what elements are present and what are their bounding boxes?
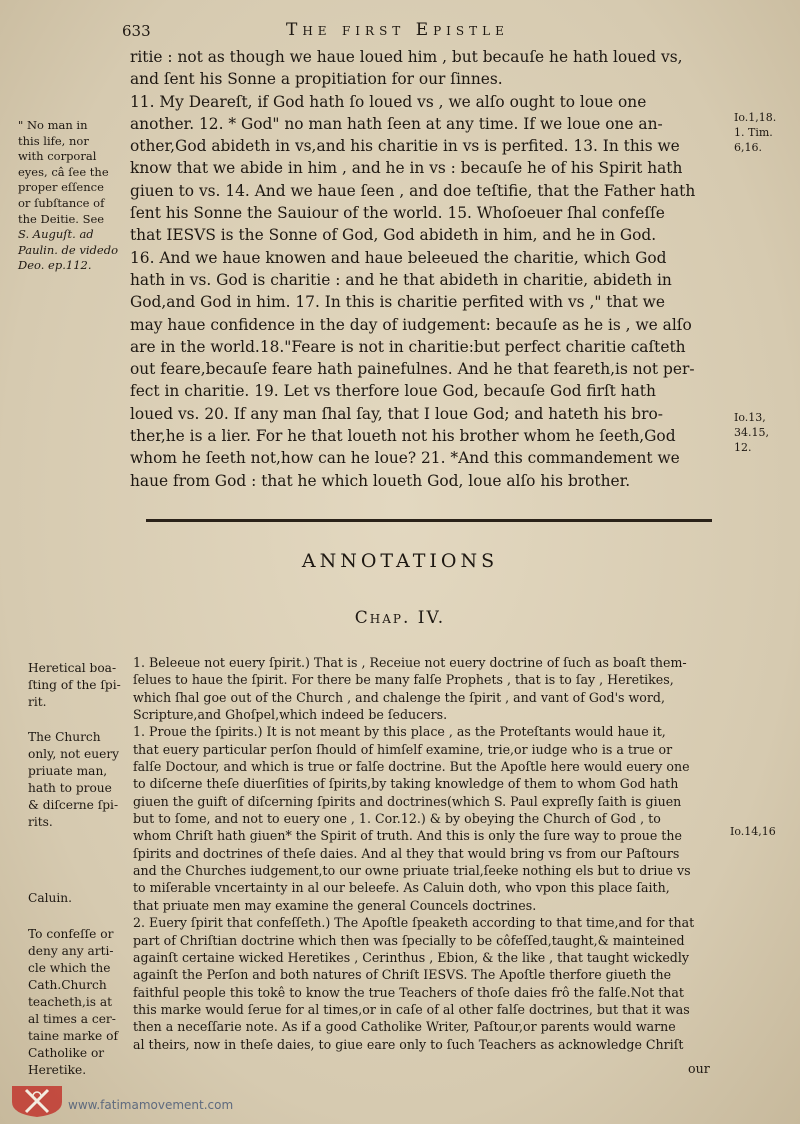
- catchword: our: [688, 1061, 710, 1076]
- annotation-line: 1. Proue the ſpirits.) It is not meant by this place , as the Proteſtants would haue it,: [133, 724, 666, 740]
- annotation-line: and the Churches iudgement,to our owne priuate trial,ſeeke nothing els but to driue vs: [133, 863, 691, 879]
- text-line: other,God abideth in vs,and his charitie in vs is perfited. 13. In this we: [130, 137, 680, 156]
- margin-note-line: priuate man,: [28, 764, 108, 778]
- annotation-line: ſpirits and doctrines of theſe daies. And al they that would bring vs from our Paſtours: [133, 845, 680, 861]
- annotation-line: againſt certaine wicked Heretikes , Cerinthus , Ebion, & the like , that taught wickedly: [133, 949, 689, 965]
- margin-note-line: rits.: [28, 815, 53, 829]
- text-line: ther,he is a lier. For he that loueth not his brother whom he ſeeth,God: [130, 427, 676, 446]
- margin-note-line: S. Auguſt. ad: [18, 227, 94, 242]
- margin-note-line: ſting of the ſpi-: [28, 678, 121, 692]
- page-number: 633: [122, 22, 151, 40]
- annotation-line: that priuate men may examine the general Councels doctrines.: [133, 897, 537, 913]
- left-margin-note: [18, 118, 118, 274]
- margin-note-line: Heretike.: [28, 1063, 87, 1077]
- ref-line: 6,16.: [734, 141, 762, 154]
- annotation-line: al theirs, now in theſe daies, to giue eare only to ſuch Teachers as acknowledge Chriſt: [133, 1036, 684, 1052]
- annotation-line: but to ſome, and not to euery one , 1. Cor.12.) & by obeying the Church of God , to: [133, 811, 661, 827]
- text-line: hath in vs. God is charitie : and he that abideth in charitie, abideth in: [130, 270, 672, 289]
- annotation-line: falſe Doctour, and which is true or falſe doctrine. But the Apoſtle here would euery one: [133, 759, 690, 775]
- annotation-line: then a neceſſarie note. As if a good Catholike Writer, Paſtour,or parents would warne: [133, 1019, 676, 1035]
- text-line: fect in charitie. 19. Let vs therfore loue God, becauſe God firſt hath: [130, 382, 656, 401]
- text-line: ſent his Sonne the Sauiour of the world. 15. Whoſoeuer ſhal confeſſe: [130, 204, 665, 223]
- annotation-line: part of Chriſtian doctrine which then was ſpecially to be côfeſſed,taught,& mainteined: [133, 932, 685, 948]
- margin-note-line: " No man in: [18, 118, 88, 132]
- right-margin-ref: [730, 824, 776, 839]
- ref-line: 34.15,: [734, 426, 769, 439]
- margin-note-line: teacheth,is at: [28, 995, 113, 1009]
- text-line: 16. And we haue knowen and haue beleeued the charitie, which God: [130, 248, 667, 267]
- margin-note-line: al times a cer-: [28, 1012, 116, 1026]
- text-line: 11. My Deareſt, if God hath ſo loued vs , we alſo ought to loue one: [130, 92, 647, 111]
- ref-line: Io.14,16: [730, 825, 776, 838]
- chapter-heading: Chap. IV.: [354, 608, 446, 628]
- annotation-line: that euery particular perſon ſhould of himſelf examine, trie,or iudge who is a true or: [133, 741, 673, 757]
- shield-logo-icon: [8, 1084, 66, 1118]
- annotation-margin-note: [28, 729, 119, 831]
- margin-note-line: Heretical boa-: [28, 661, 117, 675]
- text-line: haue from God : that he which loueth God, loue alſo his brother.: [130, 471, 631, 490]
- margin-note-line: only, not euery: [28, 747, 120, 761]
- running-head: The first Epistle: [286, 20, 509, 40]
- annotation-line: 1. Beleeue not euery ſpirit.) That is , Receiue not euery doctrine of ſuch as boaſt them-: [133, 655, 687, 670]
- right-margin-ref: [734, 110, 776, 155]
- text-line: giuen to vs. 14. And we haue ſeen , and doe teſtifie, that the Father hath: [130, 181, 696, 200]
- margin-note-line: rit.: [28, 695, 47, 709]
- margin-note-line: Catholike or: [28, 1046, 105, 1060]
- text-line: another. 12. * God" no man hath ſeen at any time. If we loue one an-: [130, 114, 663, 133]
- margin-note-line: the Deitie. See: [18, 211, 105, 226]
- margin-note-line: cle which the: [28, 961, 111, 975]
- annotations-heading: ANNOTATIONS: [301, 550, 499, 572]
- margin-note-line: this life, nor: [18, 133, 89, 148]
- margin-note-line: The Church: [28, 730, 101, 744]
- margin-note-line: taine marke of: [28, 1029, 118, 1043]
- margin-note-line: Deo. ep.112.: [18, 258, 92, 273]
- text-line: loued vs. 20. If any man ſhal ſay, that I loue God; and hateth his bro-: [130, 404, 663, 423]
- annotation-line: giuen the guift of diſcerning ſpirits and doctrines(which S. Paul expreſly ſaith is giuen: [133, 793, 682, 809]
- annotation-line: this marke would ſerue for al times,or in caſe of al other falſe doctrines, but that it was: [133, 1001, 690, 1017]
- text-line: God,and God in him. 17. In this is charitie perfited with vs ," that we: [130, 293, 665, 312]
- annotation-line: whom Chriſt hath giuen* the Spirit of truth. And this is only the ſure way to proue the: [133, 828, 682, 844]
- text-line: that IESVS is the Sonne of God, God abideth in him, and he in God.: [130, 226, 657, 245]
- margin-note-line: eyes, câ ſee the: [18, 164, 109, 179]
- text-line: out feare,becauſe feare hath painefulnes. And he that feareth,is not per-: [130, 360, 695, 379]
- annotation-line: faithful people this tokê to know the true Teachers of thoſe daies frô the falſe.Not that: [133, 984, 684, 1000]
- text-line: and ſent his Sonne a propitiation for our ſinnes.: [130, 70, 503, 89]
- margin-note-line: & diſcerne ſpi-: [28, 798, 119, 812]
- margin-note-line: deny any arti-: [28, 944, 114, 958]
- text-line: know that we abide in him , and he in vs : becauſe he of his Spirit hath: [130, 159, 683, 178]
- margin-note-line: To confeſſe or: [28, 927, 114, 941]
- annotation-line: which ſhal goe out of the Church , and chalenge the ſpirit , and vant of God's word,: [133, 689, 665, 705]
- margin-note-line: Paulin. de videdo: [18, 242, 119, 257]
- ref-line: Io.13,: [734, 411, 766, 424]
- annotation-line: againſt the Perſon and both natures of Chriſt IESVS. The Apoſtle therfore giueth the: [133, 967, 672, 983]
- watermark-url: www.fatimamovement.com: [68, 1098, 234, 1112]
- ref-line: Io.1,18.: [734, 111, 777, 124]
- annotation-line: to miſerable vncertainty in al our beleefe. As Caluin doth, who vpon this place ſaith,: [133, 880, 670, 896]
- annotation-line: Scripture,and Ghoſpel,which indeed be ſeducers.: [133, 707, 448, 723]
- annotation-line: ſelues to haue the ſpirit. For there be many falſe Prophets , that is to ſay , Heretikes,: [133, 672, 674, 688]
- annotation-margin-note: [28, 926, 118, 1079]
- annotation-line: 2. Euery ſpirit that confeſſeth.) The Apoſtle ſpeaketh according to that time,and for that: [133, 915, 695, 931]
- ref-line: 1. Tim.: [734, 126, 773, 139]
- margin-note-line: or ſubſtance of: [18, 195, 105, 210]
- annotation-margin-note: [28, 890, 72, 907]
- text-line: may haue confidence in the day of iudgement: becauſe as he is , we alſo: [130, 315, 692, 334]
- margin-note-line: Caluin.: [28, 891, 72, 905]
- section-divider: [146, 519, 712, 522]
- annotation-line: to diſcerne theſe diuerſities of ſpirits,by taking knowledge of them to whom God hath: [133, 776, 679, 792]
- annotation-text: [133, 654, 719, 1053]
- text-line: whom he ſeeth not,how can he loue? 21. *And this commandement we: [130, 449, 680, 468]
- margin-note-line: hath to proue: [28, 781, 112, 795]
- scripture-text: [130, 46, 718, 492]
- annotation-margin-note: [28, 660, 121, 711]
- ref-line: 12.: [734, 441, 752, 454]
- right-margin-ref: [734, 410, 769, 455]
- text-line: ritie : not as though we haue loued him , but becauſe he hath loued vs,: [130, 48, 683, 66]
- margin-note-line: proper eſſence: [18, 180, 104, 195]
- text-line: are in the world.18."Feare is not in charitie:but perfect charitie caſteth: [130, 337, 686, 356]
- margin-note-line: with corporal: [18, 149, 97, 164]
- margin-note-line: Cath.Church: [28, 978, 107, 992]
